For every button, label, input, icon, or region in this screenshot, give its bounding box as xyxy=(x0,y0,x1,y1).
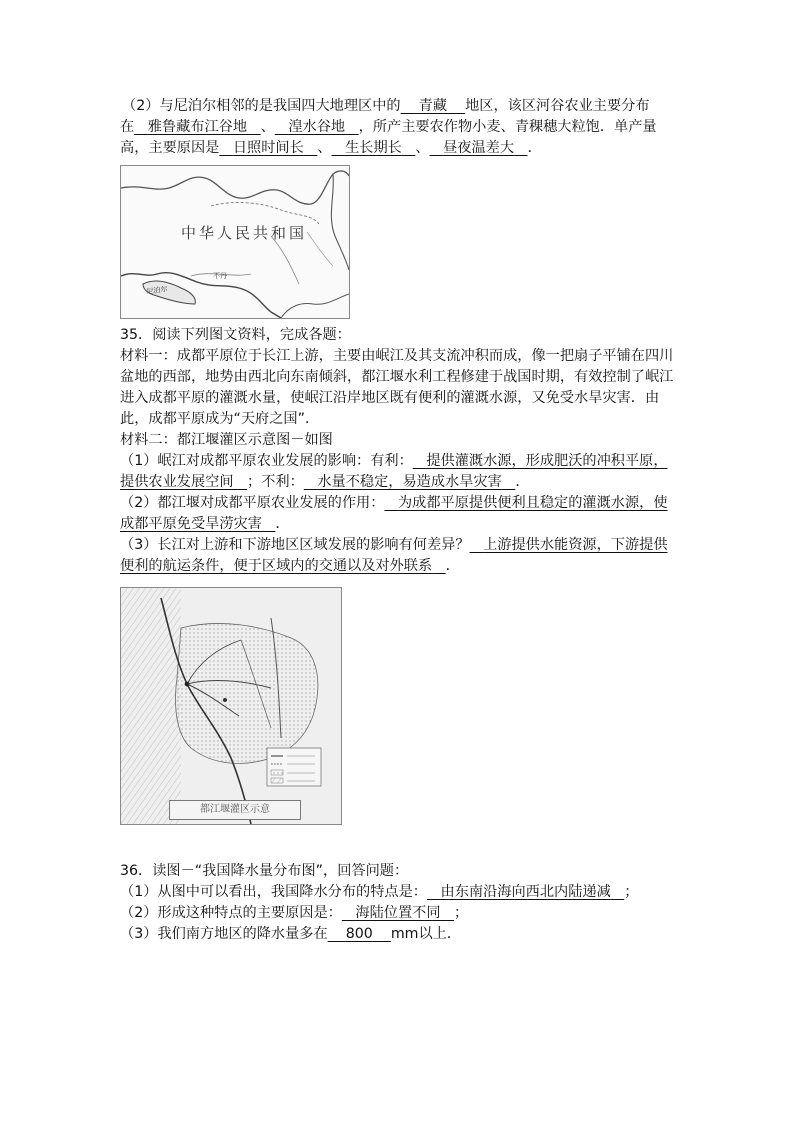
question-35-title: 35．阅读下列图文资料，完成各题： xyxy=(120,327,351,343)
question-36-part-3: （3）我们南方地区的降水量多在 800 mm以上． xyxy=(120,926,462,942)
china-nepal-map xyxy=(120,165,350,319)
irrigation-map-drawing xyxy=(121,588,341,824)
answer-dujiangyan-role: 为成都平原提供便利且稳定的灌溉水源，使成都平原免受旱涝灾害 xyxy=(120,495,668,532)
answer-reason-1: 日照时间长 xyxy=(232,140,304,156)
material-1: 材料一：成都平原位于长江上游，主要由岷江及其支流冲积而成，像一把扇子平铺在四川盆地的西部，地势由西北向东南倾斜，都江堰水利工程修建于战国时期，有效控制了岷江进入成都平原的灌溉水量，使岷江沿岸地区既有便利的灌溉水源，又免受水旱灾害．由此，成都平原成为“天府之国”． xyxy=(120,348,674,427)
question-35-part-3: （3）长江对上游和下游地区区域发展的影响有何差异？ 上游提供水能资源，下游提供便利的航运条件，便于区域内的交通以及对外联系 ． xyxy=(120,537,668,574)
answer-main-reason: 海陆位置不同 xyxy=(355,905,441,921)
question-36-title: 36．读图－“我国降水量分布图”，回答问题： xyxy=(120,863,409,879)
question-36-part-2: （2）形成这种特点的主要原因是： 海陆位置不同 ； xyxy=(120,905,469,921)
map-caption: 都江堰灌区示意 xyxy=(169,800,301,820)
map-label-bhutan: 不丹 xyxy=(213,272,227,280)
worksheet-page xyxy=(120,96,680,945)
answer-region: 青藏 xyxy=(418,98,448,114)
answer-yangtze-difference: 上游提供水能资源，下游提供便利的航运条件，便于区域内的交通以及对外联系 xyxy=(120,537,668,574)
dujiangyan-irrigation-map xyxy=(120,587,342,825)
map-label-nepal: 尼泊尔 xyxy=(146,285,169,296)
question-text: （2）与尼泊尔相邻的是我国四大地理区中的 xyxy=(122,98,401,114)
map-label-country: 中华人民共和国 xyxy=(181,224,308,242)
question-34-part-2: （2）与尼泊尔相邻的是我国四大地理区中的 青藏 地区，该区河谷农业主要分布在 雅鲁藏布江谷地 、 湟水谷地 ，所产主要农作物小麦、青稞穗大粒饱．单产量高，主要原因是 日照时间长 、 生长期长 、 昼夜温差大 ． xyxy=(120,98,657,156)
answer-valley-2: 湟水谷地 xyxy=(288,119,346,135)
question-35-part-1: （1）岷江对成都平原农业发展的影响：有利： 提供灌溉水源，形成肥沃的冲积平原，提供农业发展空间 ；不利： 水量不稳定，易造成水旱灾害 ． xyxy=(120,453,668,490)
answer-reason-2: 生长期长 xyxy=(345,140,402,156)
question-36-part-1: （1）从图中可以看出，我国降水分布的特点是： 由东南沿海向西北内陆递减 ； xyxy=(120,884,639,900)
answer-valley-1: 雅鲁藏布江谷地 xyxy=(147,119,248,135)
answer-reason-3: 昼夜温差大 xyxy=(443,140,515,156)
map-drawing xyxy=(121,166,349,318)
question-35-part-2: （2）都江堰对成都平原农业发展的作用： 为成都平原提供便利且稳定的灌溉水源，使成都平原免受旱涝灾害 ． xyxy=(120,495,668,532)
question-text: 地区，该区河谷农业主要分布在 xyxy=(120,98,650,135)
answer-favorable: 提供灌溉水源，形成肥沃的冲积平原，提供农业发展空间 xyxy=(120,453,668,490)
question-text: ，所产主要农作物小麦、青稞穗大粒饱．单产量高，主要原因是 xyxy=(120,119,657,156)
material-2: 材料二：都江堰灌区示意图－如图 xyxy=(120,432,333,448)
answer-rainfall-amount: 800 xyxy=(345,926,373,942)
answer-precipitation-pattern: 由东南沿海向西北内陆递减 xyxy=(440,884,611,900)
answer-unfavorable: 水量不稳定，易造成水旱灾害 xyxy=(317,474,502,490)
